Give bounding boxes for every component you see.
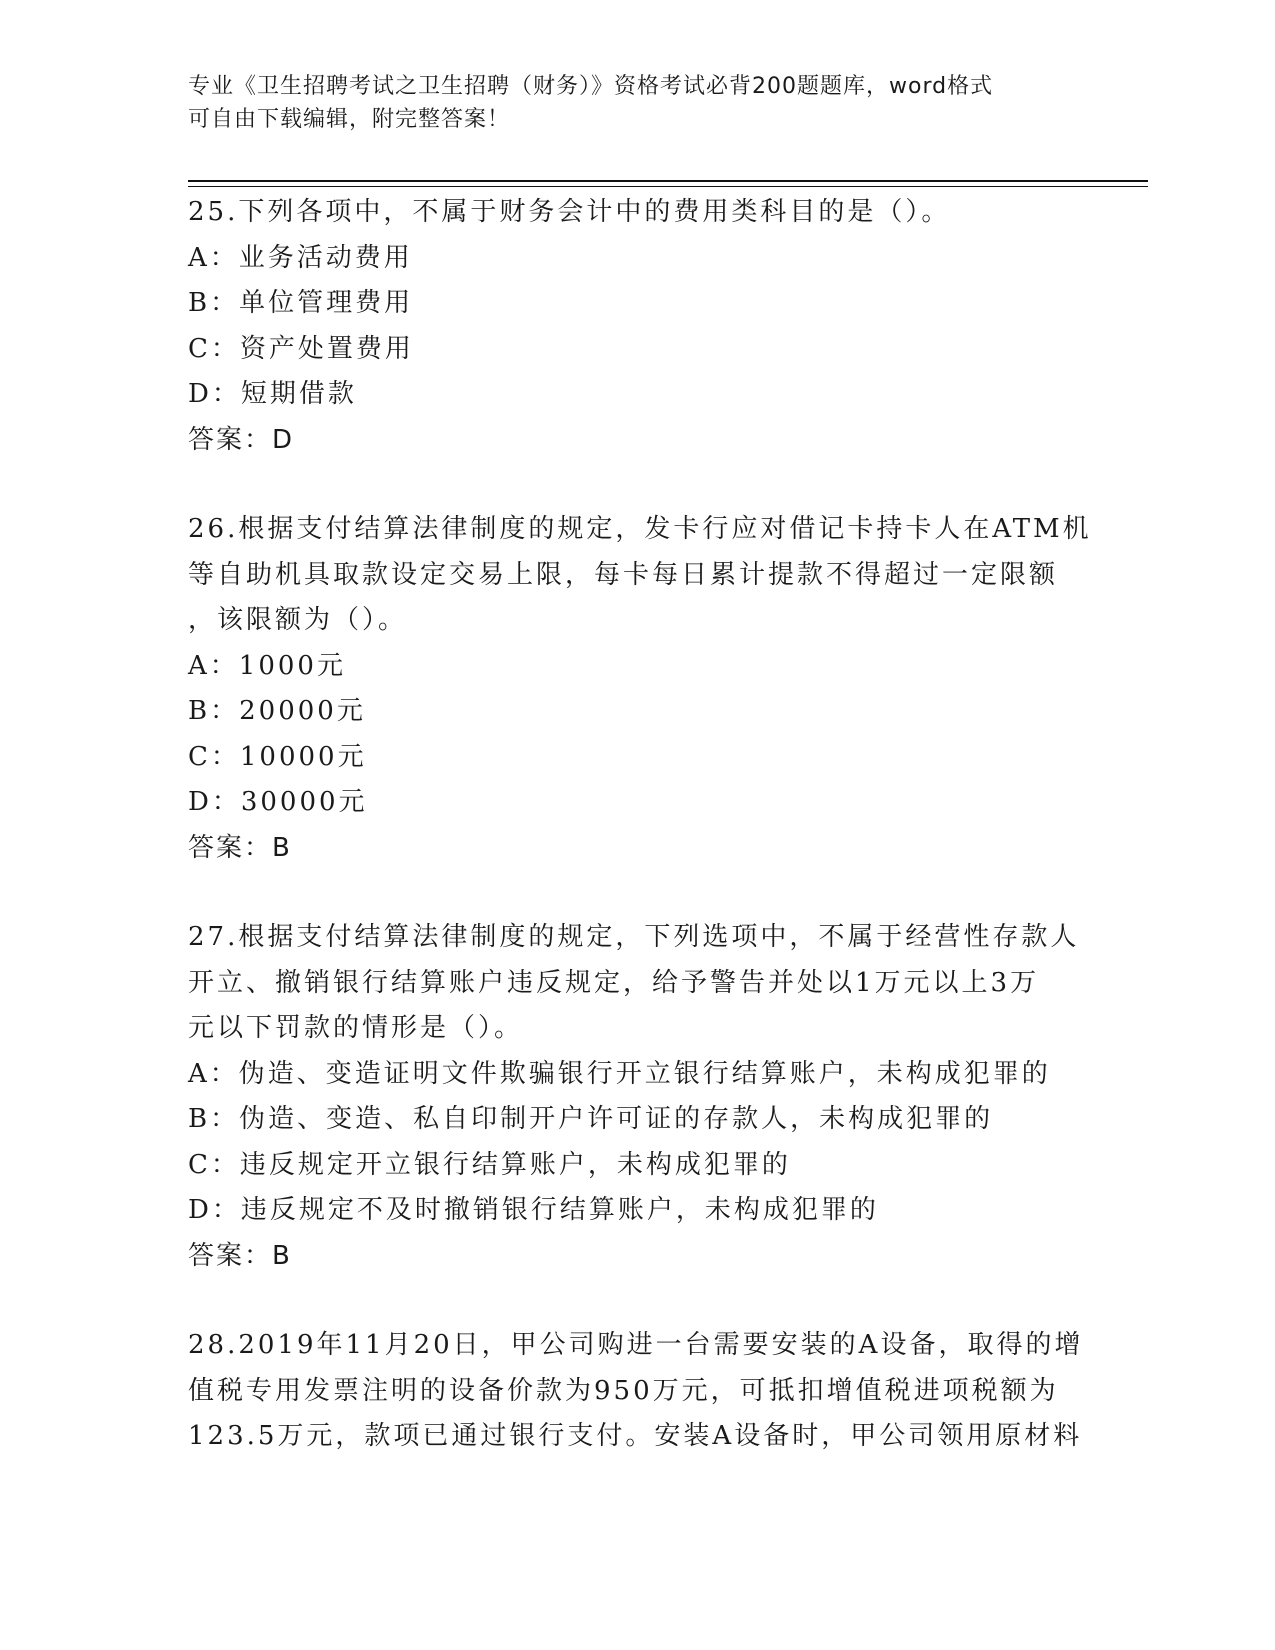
- answer: 答案：B: [188, 832, 292, 863]
- question-stem-cont: 元以下罚款的情形是（）。: [188, 1013, 524, 1043]
- question-list: [188, 190, 1092, 1504]
- header-rule-thick: [188, 180, 1148, 182]
- question-stem-cont: 值税专用发票注明的设备价款为950万元，可抵扣增值税进项税额为: [188, 1375, 1059, 1406]
- question-stem-cont: 123.5万元，款项已通过银行支付。安装A设备时，甲公司领用原材料: [188, 1421, 1083, 1451]
- option-a: A：伪造、变造证明文件欺骗银行开立银行结算账户，未构成犯罪的: [188, 1058, 1051, 1089]
- header-rule-thin: [188, 186, 1148, 187]
- question-stem-cont: 等自助机具取款设定交易上限，每卡每日累计提款不得超过一定限额: [188, 559, 1059, 590]
- option-b: B：单位管理费用: [188, 288, 414, 318]
- question-28: [188, 1323, 1088, 1460]
- header-line-2: 可自由下载编辑，附完整答案！: [188, 107, 511, 132]
- document-header: [188, 70, 1068, 136]
- option-b: B：伪造、变造、私自印制开户许可证的存款人，未构成犯罪的: [188, 1104, 994, 1134]
- answer: 答案：D: [188, 424, 295, 455]
- option-a: A：业务活动费用: [188, 242, 413, 273]
- question-stem: 26.根据支付结算法律制度的规定，发卡行应对借记卡持卡人在ATM机: [188, 514, 1092, 544]
- question-stem-cont: ，该限额为（）。: [188, 605, 408, 635]
- option-d: D：30000元: [188, 787, 368, 817]
- option-c: C：10000元: [188, 741, 367, 772]
- question-stem: 28.2019年11月20日，甲公司购进一台需要安装的A设备，取得的增: [188, 1330, 1084, 1360]
- option-c: C：资产处置费用: [188, 333, 414, 364]
- question-stem-cont: 开立、撤销银行结算账户违反规定，给予警告并处以1万元以上3万: [188, 967, 1040, 998]
- option-d: D：短期借款: [188, 379, 357, 409]
- question-26: [188, 507, 1092, 871]
- question-stem: 25.下列各项中，不属于财务会计中的费用类科目的是（）。: [188, 197, 951, 227]
- header-line-1: 专业《卫生招聘考试之卫生招聘（财务）》资格考试必背200题题库，word格式: [188, 74, 994, 99]
- question-stem: 27.根据支付结算法律制度的规定，下列选项中，不属于经营性存款人: [188, 922, 1080, 952]
- answer: 答案：B: [188, 1240, 292, 1271]
- question-27: [188, 915, 1088, 1279]
- option-b: B：20000元: [188, 696, 366, 726]
- option-c: C：违反规定开立银行结算账户，未构成犯罪的: [188, 1149, 791, 1180]
- question-25: [188, 190, 1088, 463]
- option-a: A：1000元: [188, 650, 346, 681]
- option-d: D：违反规定不及时撤销银行结算账户，未构成犯罪的: [188, 1195, 879, 1225]
